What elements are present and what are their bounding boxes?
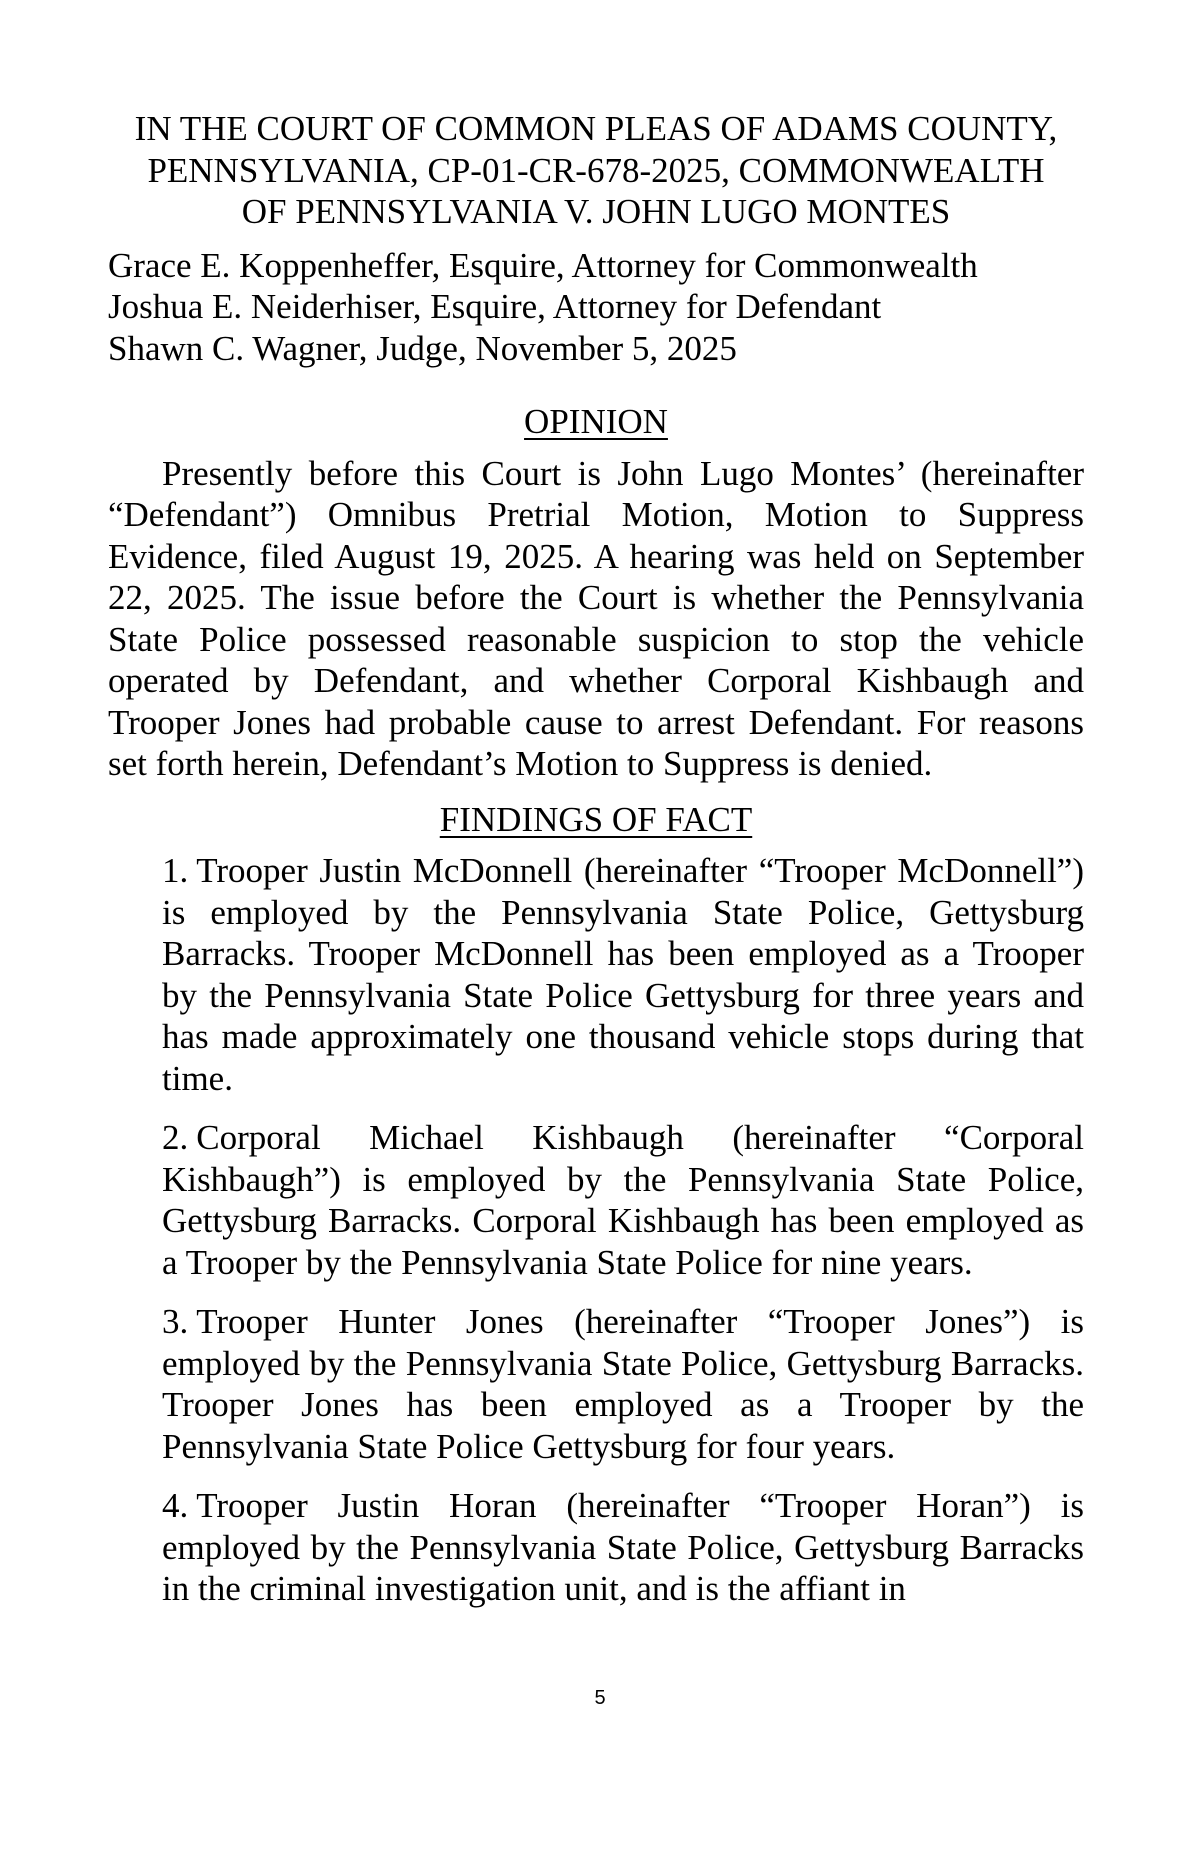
finding-item [162,850,1084,1099]
findings-of-fact-heading: FINDINGS OF FACT [439,799,753,839]
finding-text: Trooper Justin Horan (hereinafter “Trooper Horan”) is employed by the Pennsylvania State Police, Gettysburg Barracks in the criminal investigation unit, and is the affiant in [162,1486,1084,1608]
finding-item [162,1117,1084,1283]
opinion-intro-paragraph: Presently before this Court is John Lugo Montes’ (hereinafter “Defendant”) Omnibus Pretrial Motion, Motion to Suppress Evidence, filed August 19, 2025. A hearing was held on September 22, 2025. The issue before the Court is whether the Pennsylvania State Police possessed reasonable suspicion to stop the vehicle operated by Defendant, and whether Corporal Kishbaugh and Trooper Jones had probable cause to arrest Defendant. For reasons set forth herein, Defendant’s Motion to Suppress is denied. [108,453,1084,783]
caption-line-3: OF PENNSYLVANIA V. JOHN LUGO MONTES [241,192,951,231]
finding-number: 1. [162,851,189,890]
finding-number: 2. [162,1118,189,1157]
opinion-heading: OPINION [524,402,668,441]
finding-number: 4. [162,1486,189,1525]
finding-item [162,1485,1084,1610]
defense-attorney: Joshua E. Neiderhiser, Esquire, Attorney for Defendant [108,287,882,326]
counsel-block [108,245,1084,370]
finding-text: Trooper Hunter Jones (hereinafter “Trooper Jones”) is employed by the Pennsylvania State Police, Gettysburg Barracks. Trooper Jones has been employed as a Trooper by the Pennsylvania State Police Gettysburg for four years. [162,1302,1084,1466]
finding-text: Corporal Michael Kishbaugh (hereinafter “Corporal Kishbaugh”) is employed by the Pennsylvania State Police, Gettysburg Barracks. Corporal Kishbaugh has been employed as a Trooper by the Pennsylvania State Police for nine years. [162,1118,1084,1282]
document-page [108,108,1084,1628]
caption-line-1: IN THE COURT OF COMMON PLEAS OF ADAMS COUNTY, [134,109,1058,148]
judge-line: Shawn C. Wagner, Judge, November 5, 2025 [108,328,737,368]
finding-item [162,1301,1084,1467]
finding-text: Trooper Justin McDonnell (hereinafter “Trooper McDonnell”) is employed by the Pennsylvania State Police, Gettysburg Barracks. Trooper McDonnell has been employed as a Trooper by the Pennsylvania State Police Gettysburg for three years and has made approximately one thousand vehicle stops during that time. [162,851,1084,1098]
finding-number: 3. [162,1302,189,1341]
case-caption [108,108,1084,233]
commonwealth-attorney: Grace E. Koppenheffer, Esquire, Attorney for Commonwealth [108,245,978,285]
findings-list [108,850,1084,1610]
page-number: 5 [594,1687,606,1709]
caption-line-2: PENNSYLVANIA, CP-01-CR-678-2025, COMMONWEALTH [147,150,1045,190]
